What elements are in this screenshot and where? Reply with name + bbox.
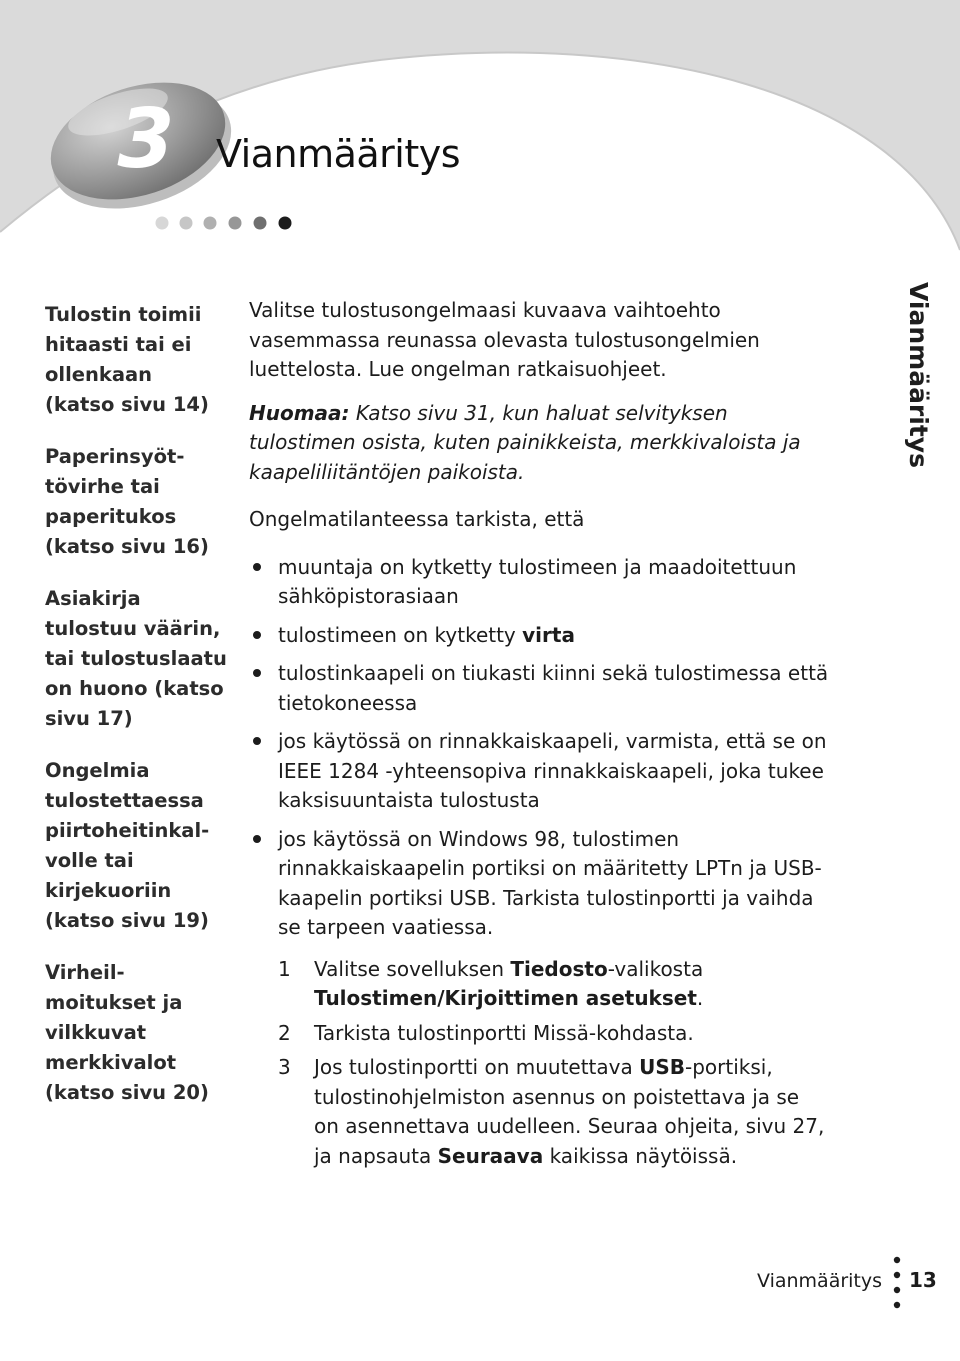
sidebar-item-slow-printing[interactable]: Tulostin toimii hitaasti tai ei ollenkaan (katso sivu 14) bbox=[45, 303, 209, 416]
step-item: 1 Valitse sovelluksen Tiedosto-valikosta Tulostimen/Kirjoittimen asetukset. bbox=[278, 956, 704, 1010]
step-number: 2 bbox=[278, 1020, 291, 1045]
chapter-title: Vianmääritys bbox=[216, 132, 461, 176]
sidebar-item-print-quality[interactable]: Asiakirja tulostuu väärin, tai tulostuslaatu on huono (katso sivu 17) bbox=[45, 587, 227, 730]
dot-trail bbox=[156, 217, 292, 230]
port-name: USB bbox=[639, 1055, 685, 1079]
side-tab-label: Vianmääritys bbox=[904, 282, 933, 468]
sidebar-topic-list bbox=[45, 300, 240, 1130]
bullet-icon bbox=[253, 631, 261, 639]
numbered-steps bbox=[278, 955, 829, 1172]
list-item: tulostinkaapeli on tiukasti kiinni sekä tulostimessa että tietokoneessa bbox=[249, 659, 829, 718]
bullet-icon bbox=[253, 737, 261, 745]
button-name: Seuraava bbox=[437, 1143, 544, 1168]
list-item: jos käytössä on rinnakkaiskaapeli, varmista, että se on IEEE 1284 -yhteensopiva rinnakkaiskaapeli, joka tukee kaksisuuntaista tulostusta bbox=[249, 727, 829, 816]
step-item: 2 Tarkista tulostinportti Missä-kohdasta. bbox=[278, 1019, 829, 1049]
sidebar-item-paper-jam[interactable]: Paperinsyöt- tövirhe tai paperitukos (katso sivu 16) bbox=[45, 445, 209, 558]
bullet-icon bbox=[253, 669, 261, 677]
page-number: 13 bbox=[909, 1268, 937, 1292]
note-label: Huomaa: bbox=[249, 400, 350, 425]
sidebar-item-transparencies-envelopes[interactable]: Ongelmia tulostettaessa piirtoheitinkal- volle tai kirjekuoriin (katso sivu 19) bbox=[45, 759, 210, 932]
checklist bbox=[249, 553, 829, 943]
main-content bbox=[249, 296, 829, 1176]
bullet-icon bbox=[253, 563, 261, 571]
list-item: jos käytössä on Windows 98, tulostimen rinnakkaiskaapelin portiksi on määritetty LPTn ja USB-kaapelin portiksi USB. Tarkista tulostinportti ja vaihda se tarpeen vaatiessa. bbox=[249, 825, 829, 943]
note-text: Katso sivu 31, kun haluat selvityksen tulostimen osista, kuten painikkeista, merkkivaloista ja kaapeliliitäntöjen paikoista. bbox=[249, 400, 801, 484]
list-item: muuntaja on kytketty tulostimeen ja maadoitettuun sähköpistorasiaan bbox=[249, 553, 829, 612]
step-item: 3 Jos tulostinportti on muutettava USB-portiksi, tulostinohjelmiston asennus on poistettava ja se on asennettava uudelleen. Seuraa ohjeita, sivu 27, ja napsauta Seuraava kaikissa näytöissä. bbox=[278, 1055, 825, 1168]
step-number: 1 bbox=[278, 956, 291, 981]
bullet-icon bbox=[253, 835, 261, 843]
footer-section-label: Vianmääritys bbox=[757, 1270, 883, 1292]
intro-paragraph: Valitse tulostusongelmaasi kuvaava vaihtoehto vasemmassa reunassa olevasta tulostusongelmien luettelosta. Lue ongelman ratkaisuohjeet. bbox=[249, 298, 760, 381]
footer-dots-icon bbox=[891, 1254, 903, 1320]
checklist-lead: Ongelmatilanteessa tarkista, että bbox=[249, 507, 585, 531]
list-item: tulostimeen on kytketty virta bbox=[249, 621, 829, 651]
side-tab bbox=[896, 282, 936, 497]
bold-term: virta bbox=[522, 622, 575, 647]
menu-item-name: Tulostimen/Kirjoittimen asetukset bbox=[314, 986, 697, 1010]
chapter-number: 3 bbox=[117, 92, 173, 187]
sidebar-item-error-messages[interactable]: Virheil- moitukset ja vilkkuvat merkkivalot (katso sivu 20) bbox=[45, 961, 209, 1104]
menu-name: Tiedosto bbox=[510, 956, 608, 981]
note-paragraph bbox=[249, 399, 829, 488]
step-number: 3 bbox=[278, 1055, 291, 1079]
